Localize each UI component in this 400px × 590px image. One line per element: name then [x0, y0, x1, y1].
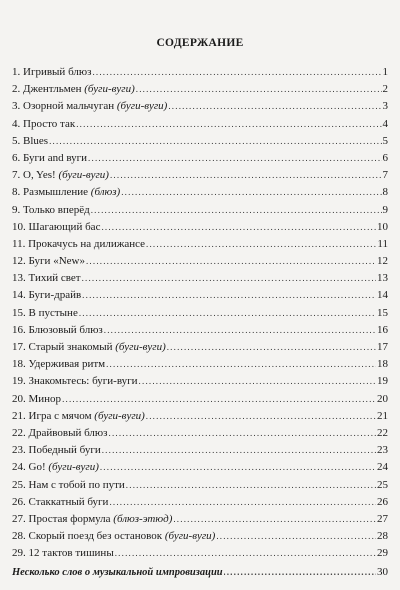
- toc-entry-name: 12 тактов тишины: [28, 547, 114, 560]
- toc-entry-title: [12, 545, 114, 562]
- dot-leader: [224, 564, 376, 581]
- toc-entry-note: (буги-вуги): [58, 169, 109, 182]
- toc-entry-page: 17: [377, 341, 388, 353]
- dot-leader: [82, 287, 376, 304]
- toc-entry-page: 12: [377, 255, 388, 268]
- toc-entry-name: Победный буги: [28, 444, 101, 457]
- toc-entry: [12, 305, 388, 322]
- toc-entry-name: Тихий свет: [28, 272, 81, 285]
- toc-entry-page: 7: [382, 169, 388, 182]
- toc-entry: [12, 253, 388, 270]
- toc-entry: [12, 184, 388, 201]
- dot-leader: [136, 81, 382, 98]
- toc-entry-number: 1.: [12, 66, 21, 78]
- toc-entry-title: [12, 494, 108, 511]
- dot-leader: [79, 305, 376, 322]
- toc-entry: [12, 219, 388, 236]
- toc-entry-number: 23.: [12, 444, 26, 457]
- toc-entry-name: Стаккатный буги: [28, 495, 109, 508]
- toc-entry-name: Нам с тобой по пути: [28, 478, 125, 491]
- toc-entry-name: Озорной мальчуган: [23, 100, 115, 113]
- toc-entry-page: 4: [382, 117, 388, 130]
- toc-entry-page: 13: [377, 272, 388, 285]
- toc-entry-name: В пустыне: [28, 306, 78, 319]
- toc-entry-page: 30: [377, 566, 388, 579]
- toc-entry-number: 18.: [12, 358, 26, 371]
- toc-entry-page: 19: [377, 375, 388, 388]
- toc-entry-number: 13.: [12, 272, 26, 285]
- dot-leader: [104, 322, 376, 339]
- toc-entry-page: 15: [377, 306, 388, 319]
- toc-entry-title: [12, 373, 138, 390]
- toc-entry-name: Blues: [23, 134, 49, 147]
- toc-entry-name: Только вперёд: [23, 203, 90, 216]
- toc-entry-title: [12, 477, 125, 494]
- toc-entry: [12, 167, 388, 184]
- toc-entry: [12, 202, 388, 219]
- toc-entry-page: 28: [377, 530, 388, 543]
- dot-leader: [76, 116, 381, 133]
- toc-entry-number: 20.: [12, 392, 26, 405]
- dot-leader: [86, 253, 376, 270]
- toc-entry-number: 21.: [12, 409, 26, 422]
- toc-entry-note: (блюз-этюд): [113, 512, 173, 525]
- toc-entry-name: Знакомьтесь: буги-вуги: [28, 375, 138, 388]
- dot-leader: [109, 425, 377, 442]
- toc-entry: [12, 322, 388, 339]
- toc-entry: [12, 373, 388, 390]
- toc-entry: [12, 236, 388, 253]
- toc-entry-number: 19.: [12, 375, 26, 388]
- toc-entry: [12, 356, 388, 373]
- toc-entry-page: 20: [377, 392, 388, 405]
- toc-entry-page: 1: [382, 66, 388, 78]
- toc-entry-number: 24.: [12, 461, 26, 474]
- toc-entry-title: [12, 511, 172, 528]
- toc-entry-page: 29: [377, 547, 388, 560]
- toc-entry-page: 8: [382, 186, 388, 199]
- dot-leader: [126, 477, 376, 494]
- toc-entry-page: 6: [382, 151, 388, 164]
- toc-entry-note: (буги-вуги): [84, 83, 135, 96]
- toc-entry-number: 4.: [12, 117, 21, 130]
- toc-entry-title: [12, 339, 166, 356]
- toc-entry: [12, 477, 388, 494]
- toc-entry-page: 16: [377, 323, 388, 336]
- toc-entry-page: 23: [377, 444, 388, 457]
- toc-entry-number: 9.: [12, 203, 21, 216]
- toc-entry-number: 14.: [12, 289, 26, 302]
- toc-entry-name: Буги «New»: [28, 255, 85, 268]
- toc-entry-name: Буги and вуги: [23, 151, 88, 164]
- toc-entry: [12, 116, 388, 133]
- toc-entry-number: 8.: [12, 186, 21, 199]
- dot-leader: [121, 184, 381, 201]
- toc-entry: [12, 81, 388, 98]
- toc-entry-name: Шагающий бас: [28, 220, 101, 233]
- toc-entry-title: [12, 81, 135, 98]
- toc-entry-page: 9: [382, 203, 388, 216]
- toc-entry-title: [12, 98, 167, 115]
- toc-entry: [12, 339, 388, 356]
- toc-entry-closing: [12, 564, 388, 581]
- dot-leader: [173, 511, 376, 528]
- toc-entry-name: Прокачусь на дилижансе: [28, 237, 145, 250]
- dot-leader: [167, 339, 376, 356]
- toc-entry: [12, 442, 388, 459]
- toc-entry-name: Простая формула: [28, 512, 111, 525]
- toc-entry-page: 10: [377, 220, 388, 233]
- toc-entry-number: 11.: [12, 237, 26, 250]
- toc-entry-page: 26: [377, 495, 388, 508]
- toc-entry-title: [12, 167, 109, 184]
- toc-entry-note: (буги-вуги): [94, 409, 145, 422]
- toc-entry-page: 21: [377, 409, 388, 422]
- toc-entry: [12, 270, 388, 287]
- toc-entry-title: [12, 459, 99, 476]
- dot-leader: [139, 373, 376, 390]
- toc-entry: [12, 391, 388, 408]
- toc-entry: [12, 150, 388, 167]
- dot-leader: [102, 442, 376, 459]
- toc-entry-page: 5: [382, 134, 388, 147]
- toc-entry-note: (буги-вуги): [116, 100, 168, 113]
- toc-entry-title: [12, 116, 75, 133]
- toc-entry-name: Игривый блюз: [23, 66, 92, 78]
- toc-entry-name: Несколько слов о музыкальной импровизации: [12, 567, 223, 579]
- toc-entry-number: 5.: [12, 134, 21, 147]
- toc-entry-page: 25: [377, 478, 388, 491]
- toc-entry-title: [12, 287, 81, 304]
- toc-entry-name: Блюзовый блюз: [28, 323, 103, 336]
- dot-leader: [49, 133, 381, 150]
- toc-entry-number: 2.: [12, 83, 21, 96]
- toc-entry-title: [12, 322, 103, 339]
- dot-leader: [168, 98, 381, 115]
- page-title: СОДЕРЖАНИЕ: [156, 37, 244, 49]
- toc-entry-number: 26.: [12, 495, 26, 508]
- toc-entry-number: 7.: [12, 169, 21, 182]
- toc-entry-number: 6.: [12, 151, 21, 164]
- toc-entry-title: [12, 236, 145, 253]
- toc-entry-title: [12, 202, 90, 219]
- toc-entry: [12, 511, 388, 528]
- dot-leader: [216, 528, 376, 545]
- toc-entry-number: 3.: [12, 100, 21, 113]
- toc-entry-note: (блюз): [90, 186, 121, 199]
- dot-leader: [92, 64, 381, 81]
- toc-entry: [12, 408, 388, 425]
- dot-leader: [82, 270, 376, 287]
- toc-entry-page: 3: [382, 100, 388, 113]
- toc-entry-name: Буги-драйв: [28, 289, 82, 302]
- toc-entry-number: 28.: [12, 530, 26, 543]
- toc-entry-page: 18: [377, 358, 388, 371]
- toc-entry: [12, 287, 388, 304]
- dot-leader: [101, 219, 376, 236]
- toc-entry-page: 27: [377, 512, 388, 525]
- dot-leader: [115, 545, 376, 562]
- toc-entry-name: Размышление: [23, 186, 89, 199]
- toc-entry-number: 15.: [12, 306, 26, 319]
- dot-leader: [88, 150, 381, 167]
- toc-entry: [12, 425, 388, 442]
- toc-entry-title: [12, 150, 87, 167]
- toc-entry-number: 10.: [12, 220, 26, 233]
- toc-entry-number: 16.: [12, 323, 26, 336]
- dot-leader: [62, 391, 376, 408]
- toc-entry-page: 24: [377, 461, 388, 474]
- toc-entry-name: Go!: [28, 461, 46, 474]
- toc-entry-title: [12, 64, 91, 81]
- toc-entry-page: 11: [377, 237, 388, 250]
- toc-entry-title: [12, 270, 81, 287]
- dot-leader: [146, 236, 376, 253]
- toc-entry-title: [12, 391, 61, 408]
- dot-leader: [110, 167, 382, 184]
- dot-leader: [91, 202, 382, 219]
- toc-entry: [12, 494, 388, 511]
- toc-entry-note: (буги-вуги): [48, 461, 99, 474]
- toc-entry-number: 29.: [12, 547, 26, 560]
- toc-entry-title: [12, 408, 145, 425]
- toc-entry-number: 25.: [12, 478, 26, 491]
- dot-leader: [109, 494, 376, 511]
- toc-entry-page: 14: [377, 289, 388, 302]
- toc-entry: [12, 459, 388, 476]
- toc-entry-number: 27.: [12, 512, 26, 525]
- toc-entry-title: [12, 528, 215, 545]
- toc-entry-title: [12, 253, 85, 270]
- toc-entry-name: Минор: [28, 392, 62, 405]
- toc-entry: [12, 133, 388, 150]
- toc-entry-title: [12, 133, 48, 150]
- toc-entry-title: [12, 219, 100, 236]
- dot-leader: [100, 459, 376, 476]
- toc-entry: [12, 528, 388, 545]
- toc-entry: [12, 98, 388, 115]
- toc-entry-page: 2: [382, 83, 388, 96]
- toc-entry-name: O, Yes!: [23, 169, 56, 182]
- toc-entry: [12, 545, 388, 562]
- table-of-contents: [12, 64, 388, 582]
- toc-entry-name: Джентльмен: [23, 83, 82, 96]
- toc-entry-name: Игра с мячом: [28, 409, 92, 422]
- toc-entry-title: [12, 184, 120, 201]
- dot-leader: [106, 356, 376, 373]
- toc-entry-number: 22.: [12, 426, 26, 439]
- toc-entry-name: Удерживая ритм: [28, 358, 106, 371]
- toc-entry-note: (буги-вуги): [115, 341, 166, 353]
- toc-entry-title: [12, 305, 78, 322]
- dot-leader: [146, 408, 376, 425]
- toc-entry-title: [12, 425, 108, 442]
- toc-entry-title: [12, 356, 105, 373]
- toc-entry-note: (буги-вуги): [164, 530, 216, 543]
- toc-entry-name: Старый знакомый: [28, 341, 113, 353]
- toc-entry-title: [12, 442, 101, 459]
- toc-entry-page: 22: [377, 426, 388, 439]
- toc-entry-number: 12.: [12, 255, 26, 268]
- toc-entry-name: Драйвовый блюз: [28, 426, 108, 439]
- toc-entry-name: Скорый поезд без остановок: [28, 530, 163, 543]
- toc-entry-number: 17.: [12, 341, 26, 353]
- toc-entry-name: Просто так: [23, 117, 76, 130]
- toc-entry: [12, 64, 388, 81]
